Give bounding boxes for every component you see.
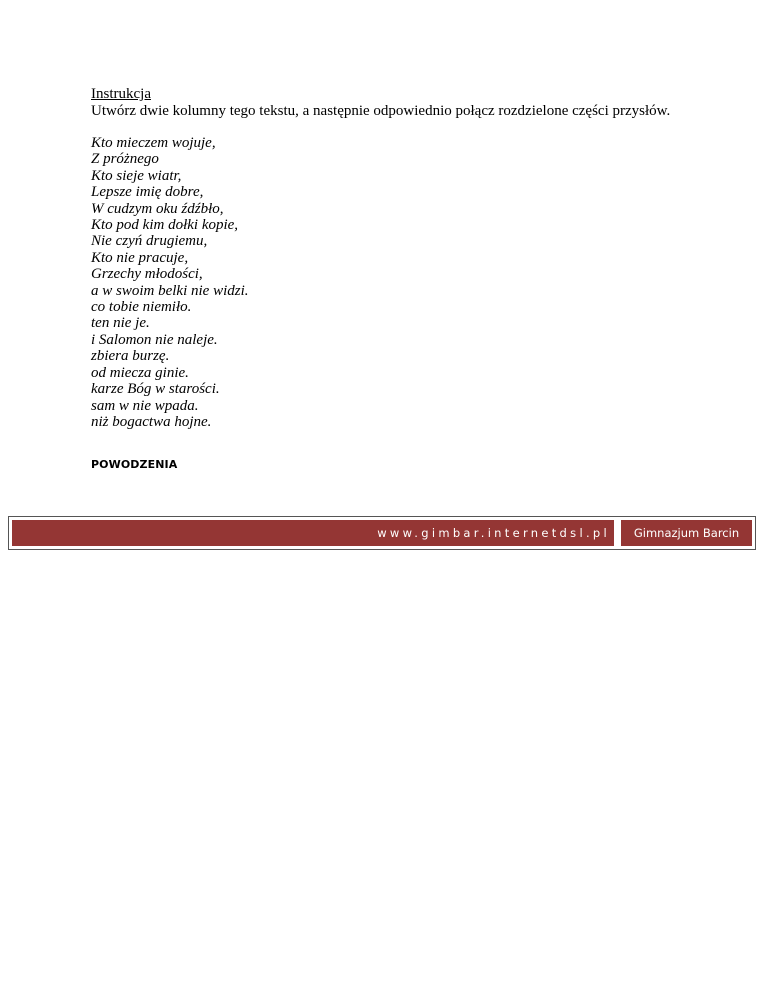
proverb-line: niż bogactwa hojne.: [91, 413, 212, 430]
proverb-line: i Salomon nie naleje.: [91, 331, 218, 348]
proverb-line: a w swoim belki nie widzi.: [91, 282, 249, 299]
instruction-text: Utwórz dwie kolumny tego tekstu, a następnie odpowiednio połącz rozdzielone części przysłów.: [91, 102, 671, 119]
proverb-line: Kto pod kim dołki kopie,: [91, 217, 239, 234]
footer-inner: [12, 520, 752, 546]
proverb-line: Nie czyń drugiemu,: [91, 233, 208, 250]
page-footer: [8, 516, 756, 550]
proverb-line: Kto nie pracuje,: [91, 249, 189, 266]
footer-url: www.gimbar.internetdsl.pl: [377, 526, 610, 540]
proverb-line: karze Bóg w starości.: [91, 381, 220, 398]
proverb-line: Lepsze imię dobre,: [91, 184, 204, 201]
proverb-line: Z próżnego: [91, 151, 159, 168]
proverb-line: zbiera burzę.: [91, 348, 170, 365]
instruction-heading: Instrukcja: [91, 86, 151, 102]
closing-text: POWODZENIA: [91, 458, 178, 471]
proverb-line: Kto sieje wiatr,: [91, 167, 182, 184]
proverb-line: od miecza ginie.: [91, 364, 189, 381]
footer-url-bar: [12, 520, 614, 546]
proverb-lines: [91, 135, 677, 430]
proverb-line: co tobie niemiło.: [91, 299, 192, 316]
proverb-line: ten nie je.: [91, 315, 150, 332]
document-body: [91, 86, 677, 430]
proverb-line: sam w nie wpada.: [91, 397, 199, 414]
proverb-line: Grzechy młodości,: [91, 266, 203, 283]
footer-divider: [614, 520, 621, 546]
proverb-line: W cudzym oku źdźbło,: [91, 200, 224, 217]
proverb-line: Kto mieczem wojuje,: [91, 135, 216, 151]
footer-school-name: Gimnazjum Barcin: [621, 520, 752, 546]
